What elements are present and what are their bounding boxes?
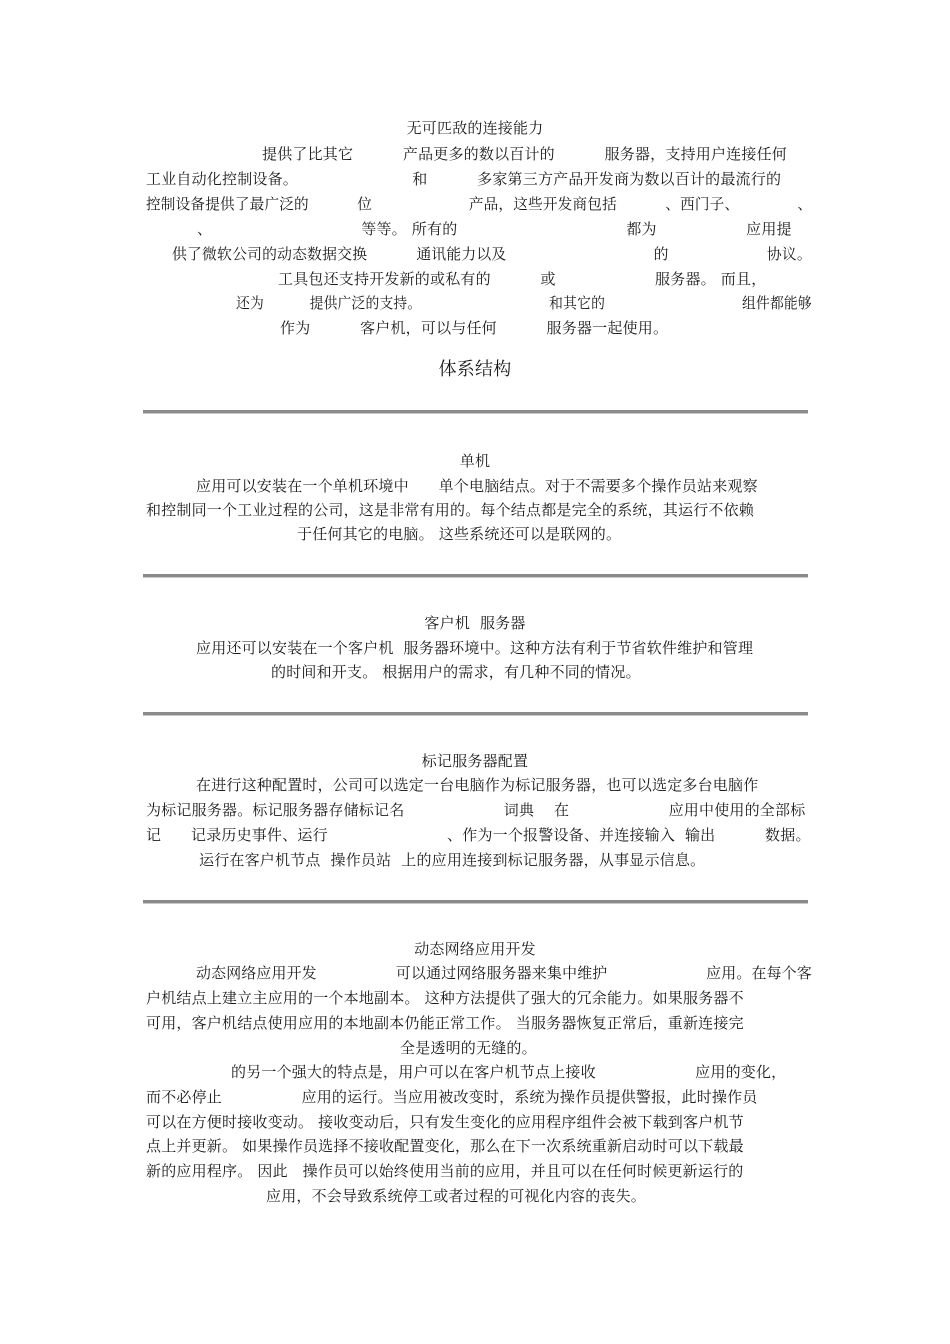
section-divider [143, 900, 808, 904]
architecture-title: 体系结构 [438, 359, 512, 380]
section-title-standalone: 单机 [459, 452, 491, 470]
intro-line-1: 提供了比其它 产品更多的数以百计的 服务器，支持用户连接任何 [262, 145, 787, 163]
section-tag-server-line-2: 为标记服务器。标记服务器存储标记名 词典 在 应用中使用的全部标 [146, 801, 806, 819]
section-dynamic-network-line-1: 动态网络应用开发 可以通过网络服务器来集中维护 应用。在每个客 [196, 964, 812, 982]
intro-line-4: 、 等等。 所有的 都为 应用提 [197, 220, 792, 238]
section-dynamic-network-line-4: 全是透明的无缝的。 [400, 1039, 537, 1057]
section-dynamic-network-line-8: 点上并更新。 如果操作员选择不接收配置变化，那么在下一次系统重新启动时可以下载最 [146, 1137, 744, 1155]
section-dynamic-network-line-10: 应用，不会导致系统停工或者过程的可视化内容的丧失。 [266, 1187, 647, 1205]
section-title-client-server: 客户机 服务器 [424, 614, 526, 632]
section-divider [143, 574, 808, 578]
intro-line-6: 工具包还支持开发新的或私有的 或 服务器。 而且， [278, 270, 767, 288]
section-tag-server-line-4: 运行在客户机节点 操作员站 上的应用连接到标记服务器，从事显示信息。 [199, 851, 706, 869]
section-title-tag-server: 标记服务器配置 [421, 752, 529, 770]
section-dynamic-network-line-5: 的另一个强大的特点是，用户可以在客户机节点上接收 应用的变化， [231, 1063, 787, 1081]
section-client-server-line-1: 应用还可以安装在一个客户机 服务器环境中。这种方法有利于节省软件维护和管理 [196, 639, 754, 657]
section-standalone-line-3: 于任何其它的电脑。 这些系统还可以是联网的。 [297, 525, 622, 543]
intro-title: 无可匹敌的连接能力 [406, 119, 544, 137]
section-title-dynamic-network: 动态网络应用开发 [414, 940, 536, 958]
section-standalone-line-1: 应用可以安装在一个单机环境中 单个电脑结点。对于不需要多个操作员站来观察 [196, 477, 758, 495]
section-client-server-line-2: 的时间和开支。 根据用户的需求，有几种不同的情况。 [271, 663, 641, 681]
section-tag-server-line-1: 在进行这种配置时，公司可以选定一台电脑作为标记服务器，也可以选定多台电脑作 [196, 776, 759, 794]
intro-line-5: 供了微软公司的动态数据交换 通讯能力以及 的 协议。 [172, 245, 812, 263]
section-dynamic-network-line-9: 新的应用程序。 因此 操作员可以始终使用当前的应用，并且可以在任何时候更新运行的 [146, 1162, 744, 1180]
intro-line-7: 还为 提供广泛的支持。 和其它的 组件都能够 [236, 294, 812, 312]
intro-line-2: 工业自动化控制设备。 和 多家第三方产品开发商为数以百计的最流行的 [146, 170, 782, 188]
section-dynamic-network-line-7: 可以在方便时接收变动。 接收变动后，只有发生变化的应用程序组件会被下载到客户机节 [146, 1113, 744, 1131]
section-divider [143, 712, 808, 716]
section-dynamic-network-line-3: 可用，客户机结点使用应用的本地副本仍能正常工作。 当服务器恢复正常后，重新连接完 [146, 1014, 744, 1032]
section-standalone-line-2: 和控制同一个工业过程的公司，这是非常有用的。每个结点都是完全的系统，其运行不依赖 [146, 501, 755, 519]
section-dynamic-network-line-6: 而不必停止 应用的运行。当应用被改变时，系统为操作员提供警报，此时操作员 [146, 1088, 758, 1106]
intro-line-3: 控制设备提供了最广泛的 位 产品，这些开发商包括 、西门子、 、 [146, 195, 813, 213]
section-divider [143, 410, 808, 414]
section-dynamic-network-line-2: 户机结点上建立主应用的一个本地副本。 这种方法提供了强大的冗余能力。如果服务器不 [146, 989, 744, 1007]
intro-line-8: 作为 客户机，可以与任何 服务器一起使用。 [280, 319, 669, 337]
section-tag-server-line-3: 记 记录历史事件、运行 、作为一个报警设备、并连接输入 输出 数据。 [146, 826, 811, 844]
